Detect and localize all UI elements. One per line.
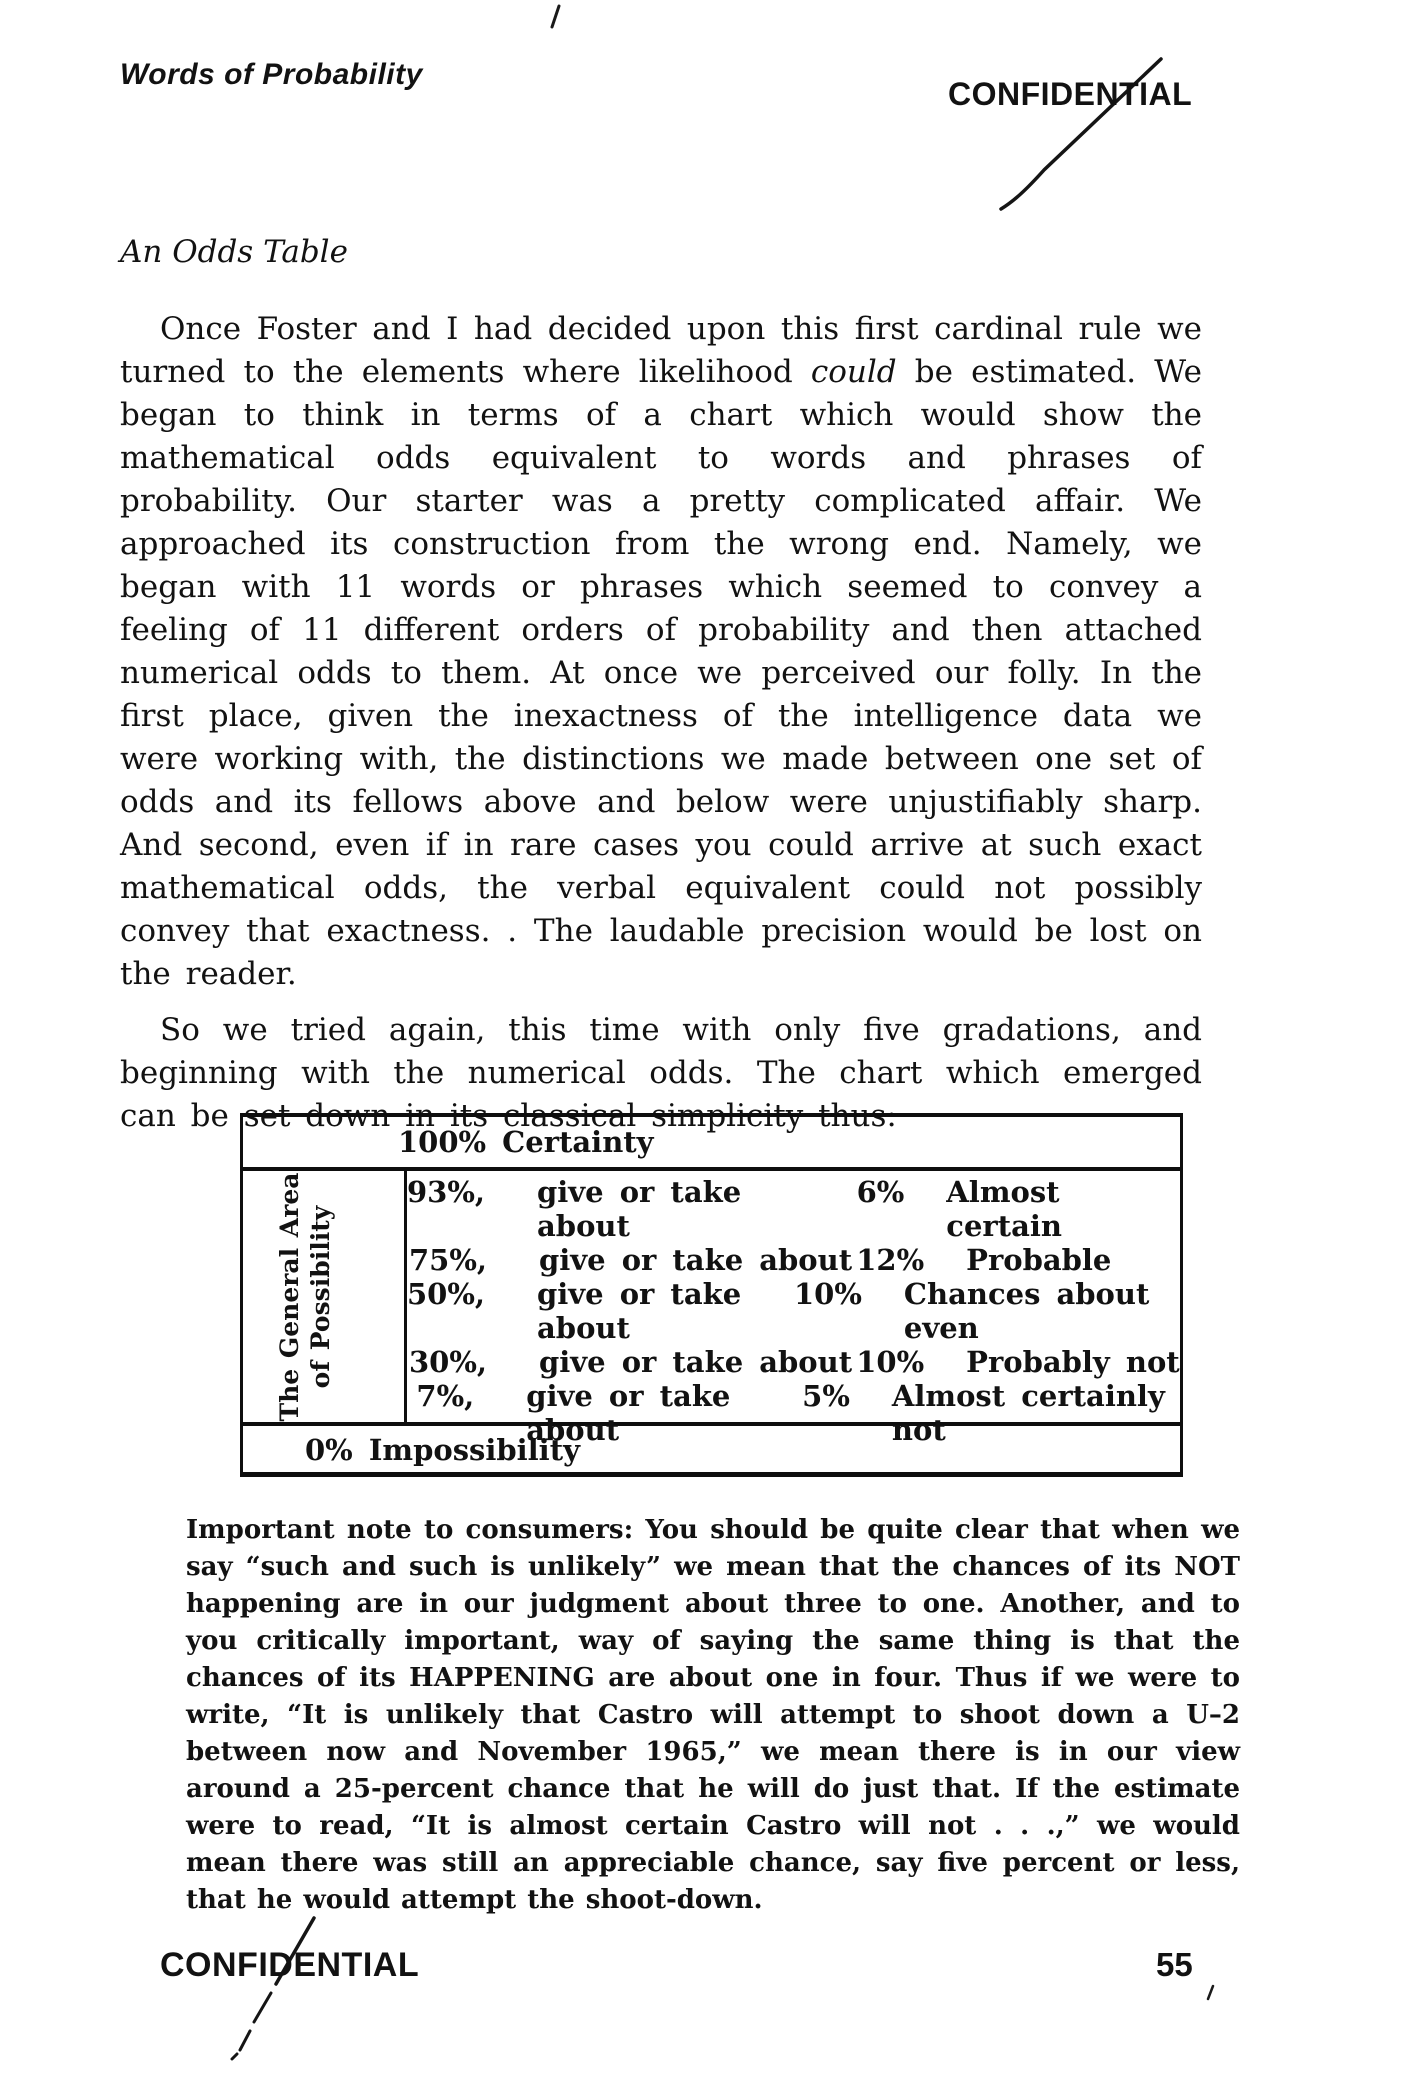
odds-row-almost-certain: [407, 1175, 1180, 1243]
scan-artifact-tick-2: [1208, 1986, 1213, 1999]
footer-classification-stamp: CONFIDENTIAL: [160, 1946, 420, 1984]
odds-table: [240, 1113, 1183, 1477]
odds-qualifier: give or take about: [537, 1277, 742, 1345]
odds-row-probably-not: [407, 1345, 1180, 1379]
paragraph-1: [120, 308, 1202, 996]
odds-table-side-cell: [243, 1171, 407, 1422]
odds-qualifier: give or take about: [539, 1243, 853, 1277]
odds-table-certainty-row: [243, 1117, 1180, 1171]
odds-expression: Almost certain: [946, 1175, 1062, 1243]
odds-percent: 75%,: [408, 1243, 487, 1277]
declassification-slash-footer-lower: [232, 1993, 271, 2059]
side-label-line-2: of Possibility: [306, 1205, 335, 1388]
paragraph-1-text: Once Foster and I had decided upon this first cardinal rule we turned to the elements where likelihood: [120, 311, 1202, 390]
body-text: [120, 308, 1202, 1138]
page-number: 55: [1156, 1946, 1193, 1983]
odds-percent: 50%,: [407, 1277, 486, 1311]
odds-row-chances-even: [407, 1277, 1180, 1345]
odds-expression: Almost certainly not: [891, 1379, 1165, 1447]
header-classification-stamp: CONFIDENTIAL: [948, 76, 1193, 112]
odds-percent: 7%,: [416, 1379, 475, 1413]
paragraph-2: So we tried again, this time with only five gradations, and beginning with the numerical odds. The chart which emerged can be set down in its classical simplicity thus:: [120, 1012, 1202, 1134]
odds-table-middle: [243, 1171, 1180, 1447]
consumer-note: Important note to consumers: You should be quite clear that when we say “such and such is unlikely” we mean that the chances of its NOT happening are in our judgment about three to one. Another, and to you critically important, way of saying the same thing is that the chances of its HAPPENING are about one in four. Thus if we were to write, “It is unlikely that Castro will attempt to shoot down a U–2 between now and November 1965,” we mean there is in our view around a 25-percent chance that he will do just that. If the estimate were to read, “It is almost certain Castro will not . . .,” we would mean there was still an appreciable chance, say five percent or less, that he would attempt the shoot-down.: [186, 1515, 1240, 1915]
odds-tolerance: 10%: [856, 1345, 925, 1379]
section-heading: An Odds Table: [120, 234, 348, 270]
odds-tolerance: 10%: [794, 1277, 862, 1311]
odds-tolerance: 12%: [856, 1243, 925, 1277]
odds-expression: Probably not: [966, 1345, 1180, 1379]
certainty-label: 100% Certainty: [398, 1125, 654, 1159]
side-label-line-1: The General Area: [275, 1172, 304, 1421]
odds-expression: Chances about even: [903, 1277, 1150, 1345]
odds-percent: 30%,: [408, 1345, 487, 1379]
odds-qualifier: give or take about: [537, 1175, 742, 1243]
odds-percent: 93%,: [407, 1175, 486, 1209]
odds-table-rows: [407, 1171, 1180, 1447]
odds-qualifier: give or take about: [539, 1345, 853, 1379]
odds-table-side-label: [274, 1171, 336, 1423]
odds-tolerance: 5%: [802, 1379, 850, 1413]
impossibility-label: 0% Impossibility: [305, 1432, 580, 1467]
odds-row-probable: [407, 1243, 1180, 1277]
paragraph-1-text-continued: be estimated. We began to think in terms of a chart which would show the mathematical odds equivalent to words and phrases of probability. Our starter was a pretty complicated affair. We approached its construction from the wrong end. Namely, we began with 11 words or phrases which seemed to convey a feeling of 11 different orders of probability and then attached numerical odds to them. At once we perceived our folly. In the first place, given the inexactness of the intelligence data we were working with, the distinctions we made between one set of odds and its fellows above and below were unjustifiably sharp. And second, even if in rare cases you could arrive at such exact mathematical odds, the verbal equivalent could not possibly convey that exactness. . The laudable precision would be lost on the reader.: [120, 354, 1202, 992]
odds-qualifier: give or take about: [526, 1379, 731, 1447]
odds-tolerance: 6%: [856, 1175, 905, 1209]
scan-artifact-tick: [552, 6, 559, 27]
running-title: Words of Probability: [120, 58, 423, 91]
odds-expression: Probable: [966, 1243, 1112, 1277]
paragraph-1-italic-word: could: [810, 354, 897, 390]
